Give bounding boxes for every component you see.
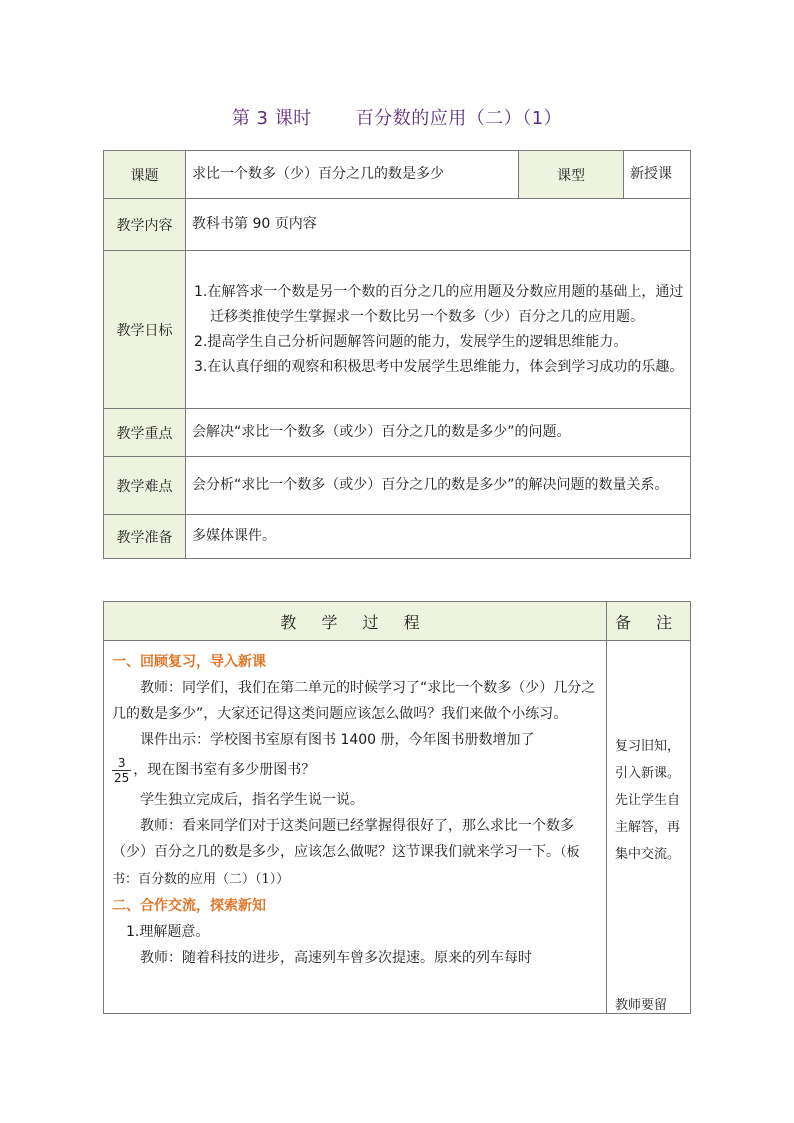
objective-item: 2.提高学生自己分析问题解答问题的能力，发展学生的逻辑思维能力。	[194, 333, 628, 350]
content-value: 教科书第 90 页内容	[186, 199, 691, 251]
list-item: 1.理解题意。	[126, 924, 210, 940]
process-body-row	[104, 641, 691, 1014]
difficulty-row	[104, 457, 691, 515]
key-row	[104, 409, 691, 457]
type-value: 新授课	[624, 151, 691, 199]
fraction-denominator: 25	[114, 770, 130, 785]
section-explore-heading: 二、合作交流，探索新知	[112, 898, 266, 914]
page-title	[0, 104, 794, 130]
note-text-bottom: 教师要留	[615, 998, 668, 1013]
lesson-topic: 百分数的应用（二）（1）	[355, 108, 563, 129]
objective-row	[104, 251, 691, 409]
notes-content	[607, 641, 691, 1014]
key-label: 教学重点	[104, 409, 186, 457]
type-label: 课型	[519, 151, 624, 199]
content-label: 教学内容	[104, 199, 186, 251]
objective-value	[186, 251, 691, 409]
paragraph: 学生独立完成后，指名学生说一说。	[140, 792, 364, 808]
subject-label: 课题	[104, 151, 186, 199]
objective-item: 1.在解答求一个数是另一个数的百分之几的应用题及分数应用题的基础上，通过迁移类推使学生掌握求一个数比另一个数多（少）百分之几的应用题。	[194, 283, 684, 325]
section-review-heading: 一、回顾复习，导入新课	[112, 654, 266, 670]
prep-value: 多媒体课件。	[186, 515, 691, 559]
objective-list	[192, 280, 684, 380]
paragraph-tail: ，现在图书室有多少册图书？	[133, 762, 316, 778]
process-header: 教 学 过 程	[104, 602, 607, 641]
paragraph: 课件出示：学校图书室原有图书 1400 册，今年图书册数增加了	[140, 732, 535, 748]
paragraph: 教师：同学们，我们在第二单元的时候学习了“求比一个数多（少）几分之几的数是多少”，大家还记得这类问题应该怎么做吗？我们来做个小练习。	[112, 680, 596, 722]
fraction	[112, 756, 131, 785]
paragraph	[112, 813, 600, 893]
content-row	[104, 199, 691, 251]
prep-label: 教学准备	[104, 515, 186, 559]
difficulty-value: 会分析“求比一个数多（或少）百分之几的数是多少”的解决问题的数量关系。	[186, 457, 691, 515]
prep-row	[104, 515, 691, 559]
subject-row	[104, 151, 691, 199]
notes-header: 备 注	[607, 602, 691, 641]
board-note: （板书：百分数的应用（二）（1））	[112, 845, 580, 887]
process-header-row	[104, 602, 691, 641]
process-content	[104, 641, 607, 1014]
paragraph: 教师：随着科技的进步，高速列车曾多次提速。原来的列车每时	[140, 950, 532, 966]
key-value: 会解决“求比一个数多（或少）百分之几的数是多少”的问题。	[186, 409, 691, 457]
note-text: 复习旧知，引入新课。先让学生自主解答，再集中交流。	[615, 739, 681, 862]
subject-value: 求比一个数多（少）百分之几的数是多少	[186, 151, 519, 199]
lesson-number: 第 3 课时	[231, 108, 312, 129]
teaching-process-table	[103, 601, 691, 1014]
fraction-numerator: 3	[112, 756, 131, 771]
paragraph-text: 教师：看来同学们对于这类问题已经掌握得很好了，那么求比一个数多（少）百分之几的数是多少，应该怎么做呢？这节课我们就来学习一下。	[112, 818, 574, 860]
lesson-info-table	[103, 150, 691, 559]
objective-label: 教学日标	[104, 251, 186, 409]
fraction-line	[112, 753, 600, 787]
objective-item: 3.在认真仔细的观察和积极思考中发展学生思维能力，体会到学习成功的乐趣。	[194, 358, 684, 375]
difficulty-label: 教学难点	[104, 457, 186, 515]
